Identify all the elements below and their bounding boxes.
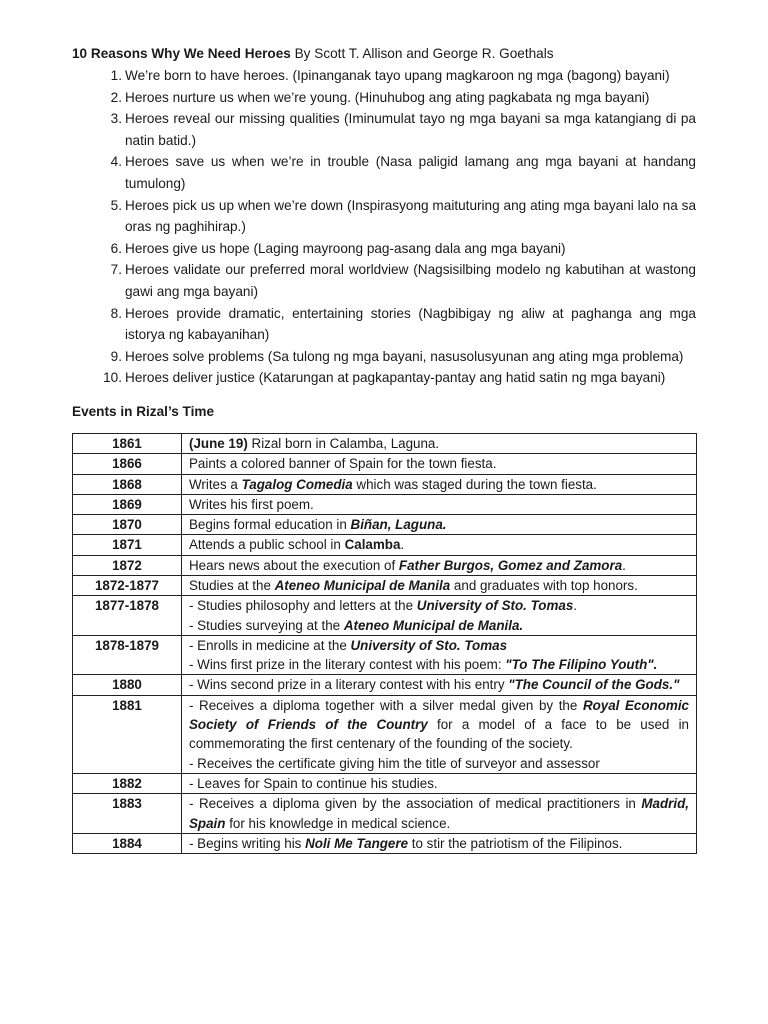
event-description-line — [189, 434, 689, 453]
list-item-number: 10. — [103, 370, 122, 386]
event-year: 1882 — [73, 773, 182, 793]
event-text-segment: . — [573, 598, 578, 614]
list-item-text: Heroes save us when we’re in trouble (Nasa paligid lamang ang mga bayani at handang tumulong) — [125, 154, 696, 191]
list-item-number: 3. — [110, 111, 122, 127]
event-year: 1872 — [73, 555, 182, 575]
event-year: 1872-1877 — [73, 575, 182, 595]
event-text-segment: which was staged during the town fiesta. — [352, 476, 597, 492]
event-description — [182, 575, 697, 595]
event-text-segment: Royal Economic Society of Friends of the Country — [189, 697, 689, 733]
table-row — [73, 794, 697, 834]
table-row — [73, 635, 697, 675]
event-description-line — [189, 495, 689, 514]
event-description-line — [189, 794, 689, 833]
list-item-number: 5. — [110, 197, 122, 213]
event-description — [182, 535, 697, 555]
list-item — [72, 238, 696, 260]
list-item-text: Heroes pick us up when we’re down (Inspirasyong maituturing ang ating mga bayani lalo na sa oras ng paghihirap.) — [125, 197, 696, 235]
list-item — [72, 367, 696, 389]
event-text-segment: Tagalog Comedia — [241, 476, 353, 492]
event-description-line — [189, 675, 689, 694]
list-item-text: Heroes provide dramatic, entertaining stories (Nagbibigay ng aliw at paghanga ang mga istorya ng kabayanihan) — [125, 305, 696, 343]
event-text-segment: Paints a colored banner of Spain for the town fiesta. — [189, 456, 497, 472]
events-table — [72, 433, 697, 854]
event-text-segment: Begins formal education in — [189, 517, 351, 533]
event-text-segment: - Begins writing his — [189, 835, 306, 851]
event-text-segment: Writes a — [189, 476, 242, 492]
event-description — [182, 695, 697, 773]
event-year: 1881 — [73, 695, 182, 773]
event-description-line — [189, 596, 689, 615]
event-description — [182, 833, 697, 853]
event-description-line — [189, 616, 689, 635]
table-row — [73, 494, 697, 514]
list-item — [72, 65, 696, 87]
list-item-number: 4. — [110, 154, 122, 170]
event-description-line — [189, 535, 689, 554]
event-text-segment: (June 19) — [189, 435, 248, 451]
event-year: 1883 — [73, 794, 182, 834]
event-description-line — [189, 655, 689, 674]
event-text-segment: for a model of a face to be used in commemorating the first centenary of the founding of the society. — [189, 717, 689, 752]
event-description — [182, 515, 697, 535]
table-row — [73, 695, 697, 773]
list-item-number: 6. — [110, 240, 122, 256]
table-row — [73, 833, 697, 853]
event-text-segment: Writes his first poem. — [189, 496, 314, 512]
event-text-segment: Attends a public school in — [189, 537, 345, 553]
event-description — [182, 596, 697, 636]
event-text-segment: "The Council of the Gods." — [508, 677, 680, 693]
table-row — [73, 675, 697, 695]
event-text-segment: Calamba — [344, 537, 401, 553]
event-description-line — [189, 636, 689, 655]
event-text-segment: University of Sto. Tomas — [350, 637, 508, 653]
event-text-segment: Ateneo Municipal de Manila — [274, 577, 451, 593]
event-description-line — [189, 696, 689, 754]
event-year: 1869 — [73, 494, 182, 514]
event-text-segment: Noli Me Tangere — [305, 835, 409, 851]
event-text-segment: Hears news about the execution of — [189, 557, 399, 573]
event-text-segment: - Wins second prize in a literary contest with his entry — [189, 677, 509, 693]
event-description — [182, 555, 697, 575]
list-item — [72, 259, 696, 302]
event-description — [182, 773, 697, 793]
event-description — [182, 794, 697, 834]
event-description-line — [189, 774, 689, 793]
event-year: 1878-1879 — [73, 635, 182, 675]
table-row — [73, 474, 697, 494]
event-description-line — [189, 454, 689, 473]
event-text-segment: Studies at the — [189, 577, 275, 593]
event-text-segment: . — [400, 537, 405, 553]
event-description-line — [189, 475, 689, 494]
event-text-segment: - Wins first prize in the literary contest with his poem: — [189, 657, 506, 673]
heading-byline: By Scott T. Allison and George R. Goethals — [290, 46, 554, 61]
event-year: 1871 — [73, 535, 182, 555]
event-text-segment: - Receives a diploma given by the association of medical practitioners in — [189, 796, 642, 812]
event-year: 1870 — [73, 515, 182, 535]
event-description — [182, 454, 697, 474]
list-item-number: 2. — [110, 89, 122, 105]
list-item-number: 9. — [110, 348, 122, 364]
event-text-segment: for his knowledge in medical science. — [225, 815, 451, 831]
list-item-text: Heroes validate our preferred moral worldview (Nagsisilbing modelo ng kabutihan at wastong gawi ang mga bayani) — [125, 262, 696, 299]
event-text-segment: . — [622, 557, 626, 573]
event-text-segment: "To The Filipino Youth". — [505, 657, 658, 673]
event-description — [182, 494, 697, 514]
list-item-text: Heroes reveal our missing qualities (Iminumulat tayo ng mga bayani sa mga katangiang di pa natin batid.) — [125, 111, 696, 148]
document-heading — [72, 43, 696, 64]
list-item — [72, 195, 696, 238]
event-description-line — [189, 576, 689, 595]
event-text-segment: - Enrolls in medicine at the — [189, 637, 351, 653]
table-row — [73, 575, 697, 595]
event-text-segment: Rizal born in Calamba, Laguna. — [247, 435, 440, 451]
heading-title: 10 Reasons Why We Need Heroes — [72, 46, 291, 61]
event-year: 1880 — [73, 675, 182, 695]
list-item — [72, 108, 696, 151]
list-item-number: 7. — [110, 262, 122, 278]
list-item — [72, 303, 696, 346]
event-description-line — [189, 556, 689, 575]
event-year: 1884 — [73, 833, 182, 853]
list-item-text: We’re born to have heroes. (Ipinanganak tayo upang magkaroon ng mga (bagong) bayani) — [125, 68, 670, 83]
event-text-segment: - Receives the certificate giving him the title of surveyor and assessor — [189, 755, 600, 771]
event-text-segment: - Receives a diploma together with a silver medal given by the — [189, 697, 583, 713]
list-item — [72, 87, 696, 109]
event-text-segment: University of Sto. Tomas — [416, 598, 574, 614]
list-item-text: Heroes nurture us when we’re young. (Hinuhubog ang ating pagkabata ng mga bayani) — [125, 89, 650, 105]
event-description-line — [189, 834, 689, 853]
event-year: 1868 — [73, 474, 182, 494]
table-row — [73, 515, 697, 535]
table-row — [73, 555, 697, 575]
document-page — [72, 43, 696, 854]
table-row — [73, 433, 697, 453]
event-description — [182, 635, 697, 675]
event-description — [182, 433, 697, 453]
event-text-segment: - Leaves for Spain to continue his studies. — [189, 775, 438, 791]
list-item-number: 1. — [110, 68, 122, 83]
event-text-segment: Madrid, Spain — [189, 796, 689, 831]
event-description — [182, 675, 697, 695]
list-item-text: Heroes solve problems (Sa tulong ng mga bayani, nasusolusyunan ang ating mga problema) — [125, 348, 684, 364]
event-description-line — [189, 515, 689, 534]
event-text-segment: - Studies philosophy and letters at the — [189, 598, 417, 614]
reasons-list — [72, 65, 696, 389]
event-text-segment: Ateneo Municipal de Manila. — [343, 617, 524, 633]
list-item — [72, 151, 696, 194]
list-item — [72, 346, 696, 368]
event-description-line — [189, 754, 689, 773]
events-table-body — [73, 433, 697, 853]
event-text-segment: Biñan, Laguna. — [350, 517, 447, 533]
event-year: 1861 — [73, 433, 182, 453]
event-year: 1877-1878 — [73, 596, 182, 636]
list-item-number: 8. — [110, 305, 122, 321]
table-row — [73, 535, 697, 555]
event-text-segment: - Studies surveying at the — [189, 617, 344, 633]
list-item-text: Heroes deliver justice (Katarungan at pagkapantay-pantay ang hatid satin ng mga bayani) — [125, 370, 666, 386]
table-row — [73, 596, 697, 636]
event-text-segment: to stir the patriotism of the Filipinos. — [408, 835, 623, 851]
table-row — [73, 454, 697, 474]
table-row — [73, 773, 697, 793]
event-text-segment: Father Burgos, Gomez and Zamora — [398, 557, 623, 573]
list-item-text: Heroes give us hope (Laging mayroong pag-asang dala ang mga bayani) — [125, 240, 566, 256]
event-description — [182, 474, 697, 494]
event-year: 1866 — [73, 454, 182, 474]
events-section-title: Events in Rizal’s Time — [72, 403, 215, 419]
event-text-segment: and graduates with top honors. — [450, 577, 638, 593]
